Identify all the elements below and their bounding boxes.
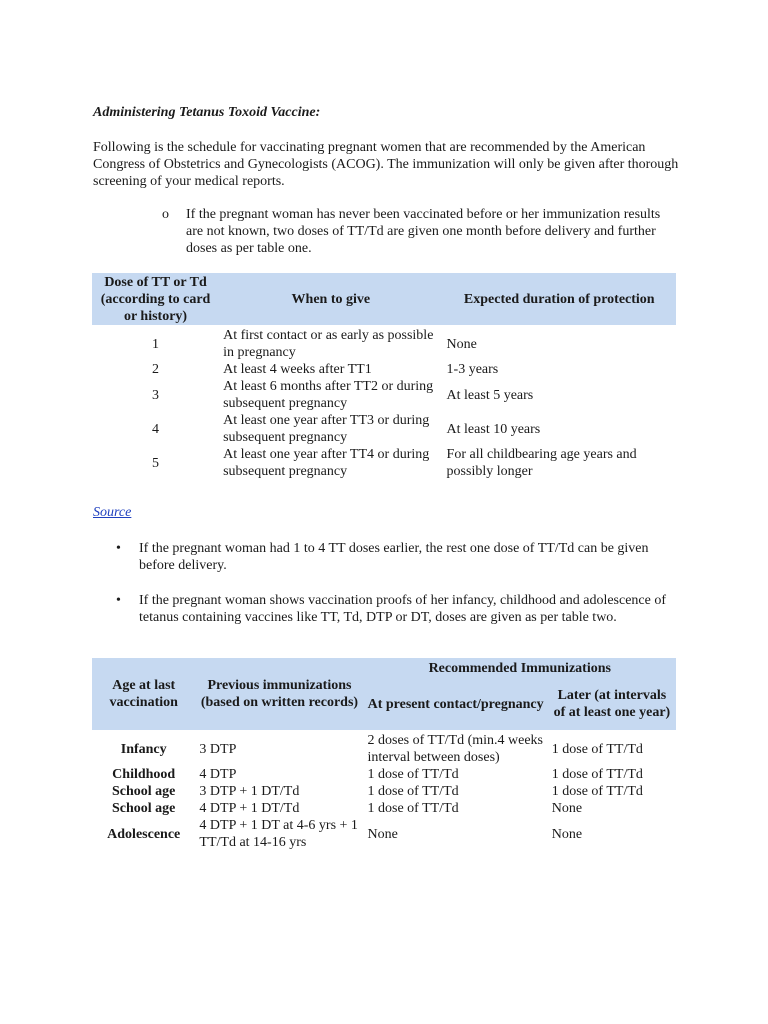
table-cell: 4 bbox=[152, 421, 160, 437]
table-cell: For all childbearing age years and possibly longer bbox=[446, 447, 637, 479]
column-header-duration: Expected duration of protection bbox=[443, 273, 676, 325]
table-cell: 1 dose of TT/Td bbox=[367, 784, 459, 799]
table-row bbox=[92, 732, 676, 766]
table-row bbox=[92, 817, 676, 851]
table-cell: None bbox=[551, 801, 583, 816]
table-cell: None bbox=[367, 826, 398, 842]
column-header-age: Age at last vaccination bbox=[92, 658, 195, 730]
table-cell: 1 bbox=[152, 336, 160, 352]
table-cell: At least 4 weeks after TT1 bbox=[223, 362, 372, 377]
column-header-dose: Dose of TT or Td (according to card or history) bbox=[92, 273, 219, 325]
table-cell: 1 dose of TT/Td bbox=[551, 784, 643, 799]
table-cell: 4 DTP bbox=[199, 767, 237, 782]
table-row bbox=[92, 325, 676, 361]
table-row bbox=[92, 361, 676, 378]
table-cell: 3 bbox=[152, 387, 160, 403]
table-row bbox=[92, 783, 676, 800]
table-cell: At least one year after TT3 or during subsequent pregnancy bbox=[223, 413, 430, 445]
section-title: Administering Tetanus Toxoid Vaccine: bbox=[93, 105, 321, 120]
table-cell: School age bbox=[112, 801, 176, 816]
table-cell: At least one year after TT4 or during subsequent pregnancy bbox=[223, 447, 430, 479]
table-cell: At least 6 months after TT2 or during subsequent pregnancy bbox=[223, 379, 434, 411]
table-cell: 2 doses of TT/Td (min.4 weeks interval between doses) bbox=[367, 733, 544, 765]
intro-paragraph: Following is the schedule for vaccinating pregnant women that are recommended by the American Congress of Obstetrics and Gynecologists (ACOG). The immunization will only be given after thorough screening of your medical reports. bbox=[93, 140, 679, 189]
table-header-row bbox=[92, 658, 676, 678]
table-row bbox=[92, 378, 676, 412]
table-cell: 3 DTP + 1 DT/Td bbox=[199, 784, 300, 799]
table-cell: Infancy bbox=[120, 741, 167, 757]
table-cell: 1 dose of TT/Td bbox=[551, 767, 643, 782]
table-cell: 4 DTP + 1 DT/Td bbox=[199, 801, 300, 816]
bullet-dot-icon: • bbox=[116, 593, 121, 608]
bullet-text: If the pregnant woman had 1 to 4 TT doses earlier, the rest one dose of TT/Td can be given before delivery. bbox=[139, 541, 649, 573]
table-row bbox=[92, 412, 676, 446]
circle-bullet-icon: o bbox=[162, 207, 169, 222]
column-header-previous: Previous immunizations (based on written records) bbox=[195, 658, 363, 730]
table-row bbox=[92, 446, 676, 480]
table-header-row bbox=[92, 273, 676, 325]
dose-schedule-table bbox=[92, 273, 676, 480]
source-link[interactable]: Source bbox=[93, 505, 132, 520]
table-cell: Childhood bbox=[112, 767, 176, 782]
table-cell: At least 5 years bbox=[446, 387, 534, 403]
table-row bbox=[92, 800, 676, 817]
table-cell: 1 dose of TT/Td bbox=[367, 767, 459, 782]
prior-immunization-table bbox=[92, 658, 676, 851]
table-cell: At first contact or as early as possible in pregnancy bbox=[223, 328, 434, 360]
table-cell: 5 bbox=[152, 455, 160, 471]
table-cell: None bbox=[446, 336, 477, 352]
table-cell: At least 10 years bbox=[446, 421, 541, 437]
sub-bullet-text: If the pregnant woman has never been vaccinated before or her immunization results are not known, two doses of TT/Td are given one month before delivery and further doses as per table one. bbox=[186, 207, 661, 256]
table-cell: 4 DTP + 1 DT at 4-6 yrs + 1 TT/Td at 14-16 yrs bbox=[199, 818, 358, 850]
table-cell: Adolescence bbox=[107, 826, 181, 842]
table-cell: School age bbox=[112, 784, 176, 799]
table-cell: None bbox=[551, 826, 583, 842]
table-cell: 1-3 years bbox=[446, 362, 499, 377]
column-header-recommended: Recommended Immunizations bbox=[364, 658, 676, 678]
column-header-at-present: At present contact/pregnancy bbox=[364, 678, 548, 730]
table-cell: 1 dose of TT/Td bbox=[551, 741, 643, 757]
column-header-when: When to give bbox=[219, 273, 442, 325]
column-header-later: Later (at intervals of at least one year) bbox=[548, 678, 676, 730]
table-cell: 1 dose of TT/Td bbox=[367, 801, 459, 816]
table-row bbox=[92, 766, 676, 783]
bullet-dot-icon: • bbox=[116, 541, 121, 556]
table-cell: 2 bbox=[152, 362, 160, 377]
table-cell: 3 DTP bbox=[199, 741, 237, 757]
bullet-text: If the pregnant woman shows vaccination proofs of her infancy, childhood and adolescence of tetanus containing vaccines like TT, Td, DTP or DT, doses are given as per table two. bbox=[139, 593, 667, 625]
